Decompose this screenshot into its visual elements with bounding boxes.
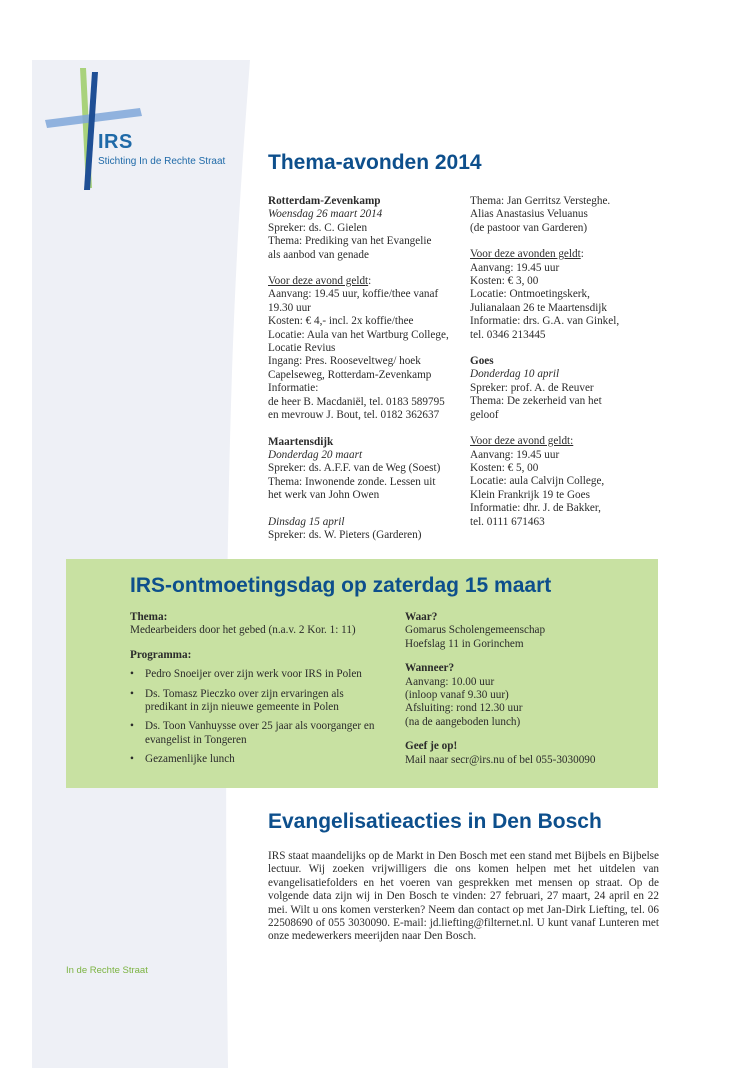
rz-line: Capelseweg, Rotterdam-Zevenkamp <box>268 368 432 381</box>
goes-rules-label: Voor deze avond geldt: <box>470 435 574 448</box>
rz-line: Locatie Revius <box>268 342 336 355</box>
ontmoeting-right <box>405 611 645 767</box>
thema-left-column <box>268 195 466 542</box>
wanneer-line: Aanvang: 10.00 uur <box>405 675 495 688</box>
rz-line: 19.30 uur <box>268 301 311 314</box>
goes-rule: Informatie: dhr. J. de Bakker, <box>470 502 601 515</box>
wanneer-line: Afsluiting: rond 12.30 uur <box>405 702 523 715</box>
goes-date: Donderdag 10 april <box>470 368 560 381</box>
list-item: • Pedro Snoeijer over zijn werk voor IRS in Polen <box>130 668 385 681</box>
irs-cross-logo <box>40 68 230 193</box>
rz-theme-line: Thema: Prediking van het Evangelie <box>268 235 432 248</box>
waar-line: Hoefslag 11 in Gorinchem <box>405 637 524 650</box>
md-line: het werk van John Owen <box>268 489 380 502</box>
md-rule: Kosten: € 3, 00 <box>470 275 539 288</box>
md-rule: Informatie: drs. G.A. van Ginkel, <box>470 315 620 328</box>
footer-text: In de Rechte Straat <box>66 965 148 976</box>
list-item: • Ds. Tomasz Pieczko over zijn ervaringen als predikant in zijn nieuwe gemeente in Polen <box>130 688 385 715</box>
md-speaker-2: Spreker: ds. W. Pieters (Garderen) <box>268 528 422 541</box>
rz-line: de heer B. Macdaniël, tel. 0183 589795 <box>268 395 445 408</box>
goes-rule: tel. 0111 671463 <box>470 515 545 528</box>
thema-title: Thema-avonden 2014 <box>268 151 482 174</box>
goes-line: Spreker: prof. A. de Reuver <box>470 381 594 394</box>
md-date-2: Dinsdag 15 april <box>268 515 345 528</box>
rz-line: Ingang: Pres. Rooseveltweg/ hoek <box>268 355 421 368</box>
rz-heading: Rotterdam-Zevenkamp <box>268 195 381 207</box>
thema-right-column <box>470 195 660 529</box>
rz-theme-line: als aanbod van genade <box>268 248 369 261</box>
ontmoeting-left <box>130 611 385 773</box>
rz-speaker: Spreker: ds. C. Gielen <box>268 221 368 234</box>
thema-text: Medearbeiders door het gebed (n.a.v. 2 Kor. 1: 11) <box>130 624 356 637</box>
rz-line: en mevrouw J. Bout, tel. 0182 362637 <box>268 409 440 422</box>
geef-label: Geef je op! <box>405 740 458 753</box>
rz-line: Aanvang: 19.45 uur, koffie/thee vanaf <box>268 288 439 301</box>
ontmoetingsdag-box <box>66 559 658 788</box>
evangelisatie-body: IRS staat maandelijks op de Markt in Den Bosch met een stand met Bijbels en Bijbelse lectuur. Wij zoeken vrijwilligers die ons komen helpen met het uitdelen van evangelisatiefolders en het voeren van gesprekken met mensen op straat. Op de volgende data zijn wij in Den Bosch te vinden: 27 februari, 27 maart, 24 april en 22 mei. Wilt u ons komen versterken? Neem dan contact op met Jan-Dirk Liefting, tel. 06 22508690 of 055 3030090. E-mail: jd.liefting@filternet.nl. U kunt vanaf Lunteren met onze medewerkers meerijden naar Den Bosch. <box>268 850 659 943</box>
programma-label: Programma: <box>130 648 192 661</box>
wanneer-line: (na de aangeboden lunch) <box>405 715 521 728</box>
wanneer-label: Wanneer? <box>405 662 455 675</box>
md-date: Donderdag 20 maart <box>268 448 363 461</box>
ontmoetingsdag-title: IRS-ontmoetingsdag op zaterdag 15 maart <box>130 574 552 597</box>
rz-line: Locatie: Aula van het Wartburg College, <box>268 328 449 341</box>
evangelisatie-title: Evangelisatieacties in Den Bosch <box>268 810 602 833</box>
thema-label: Thema: <box>130 611 168 623</box>
goes-rule: Klein Frankrijk 19 te Goes <box>470 488 590 501</box>
md-rule: Aanvang: 19.45 uur <box>470 261 560 274</box>
md-rules-label: Voor deze avonden geldt: <box>470 248 584 261</box>
wanneer-line: (inloop vanaf 9.30 uur) <box>405 689 509 702</box>
goes-rule: Aanvang: 19.45 uur <box>470 448 560 461</box>
md-line: Spreker: ds. A.F.F. van de Weg (Soest) <box>268 462 441 475</box>
md-rule: Locatie: Ontmoetingskerk, <box>470 288 590 301</box>
md-heading: Maartensdijk <box>268 435 334 448</box>
md-rule: Julianalaan 26 te Maartensdijk <box>470 301 608 314</box>
goes-rule: Kosten: € 5, 00 <box>470 461 539 474</box>
right-line: Thema: Jan Gerritsz Versteghe. <box>470 195 611 207</box>
rz-line: Kosten: € 4,- incl. 2x koffie/thee <box>268 315 414 328</box>
rz-rules-label: Voor deze avond geldt: <box>268 275 372 288</box>
waar-label: Waar? <box>405 611 438 623</box>
logo-name: IRS <box>98 131 133 153</box>
programma-list <box>130 668 385 766</box>
rz-line: Informatie: <box>268 382 319 395</box>
md-rule: tel. 0346 213445 <box>470 328 546 341</box>
goes-line: Thema: De zekerheid van het <box>470 395 602 408</box>
md-line: Thema: Inwonende zonde. Lessen uit <box>268 475 436 488</box>
goes-rule: Locatie: aula Calvijn College, <box>470 475 605 488</box>
geef-text: Mail naar secr@irs.nu of bel 055-3030090 <box>405 753 596 766</box>
right-line: Alias Anastasius Veluanus <box>470 208 588 221</box>
goes-line: geloof <box>470 408 499 421</box>
right-line: (de pastoor van Garderen) <box>470 221 588 234</box>
goes-heading: Goes <box>470 355 494 368</box>
rz-date: Woensdag 26 maart 2014 <box>268 208 383 221</box>
logo-subtitle: Stichting In de Rechte Straat <box>98 156 226 167</box>
list-item: • Ds. Toon Vanhuysse over 25 jaar als voorganger en evangelist in Tongeren <box>130 720 385 747</box>
list-item: • Gezamenlijke lunch <box>130 753 385 766</box>
waar-line: Gomarus Scholengemeenschap <box>405 624 546 637</box>
